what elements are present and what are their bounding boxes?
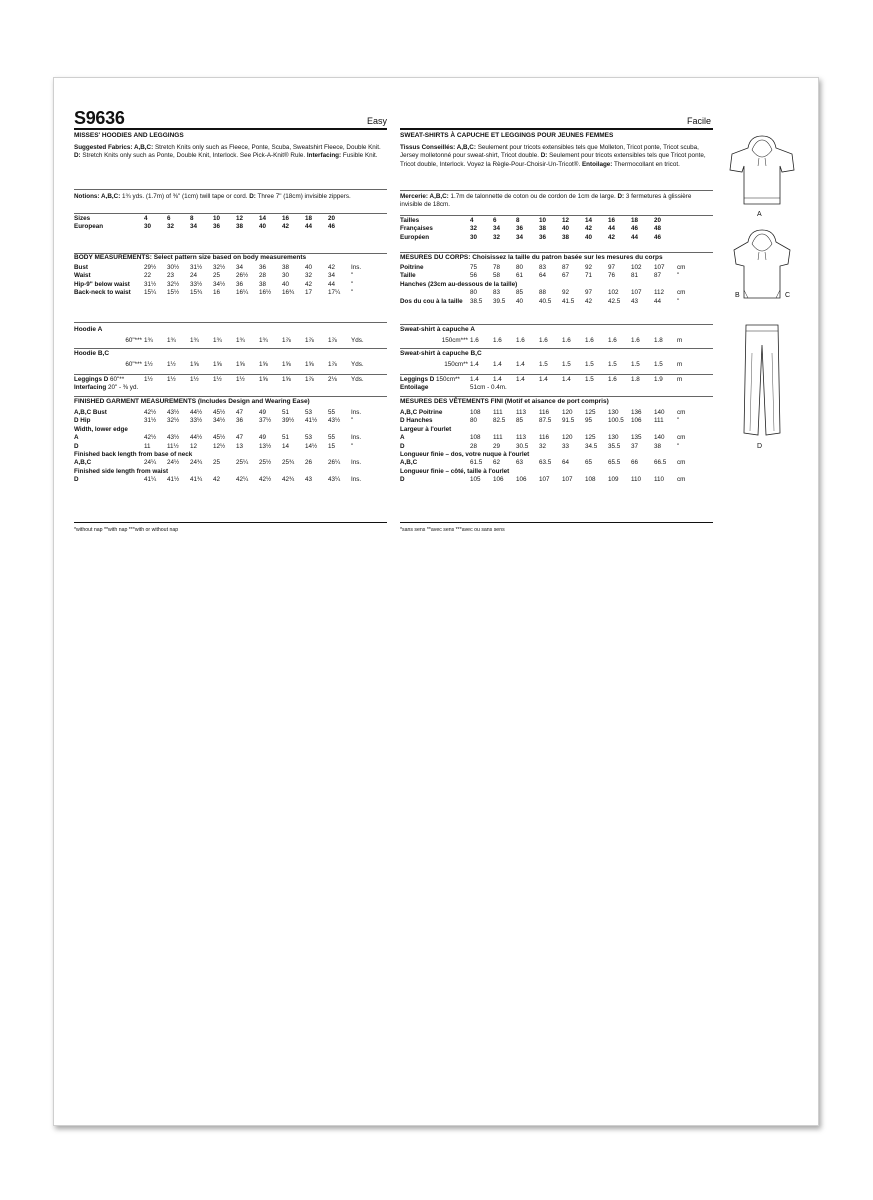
table-row: Finished side length from waist [74,467,169,475]
footnote-en: *without nap **with nap ***with or without nap [74,527,179,533]
title-fr: SWEAT-SHIRTS À CAPUCHE ET LEGGINGS POUR JEUNES FEMMES [400,132,614,139]
body-heading-fr: MESURES DU CORPS: Choisissez la taille du patron basée sur les mesures du corps [400,254,663,261]
notions-fr: Mercerie: A,B,C: 1.7m de talonnette de coton ou de cordon de 1cm de large. D: 3 fermetures à glissière invisible de 18cm. [400,193,692,209]
table-row: Waist 22 23 24 25 26½ 28 30 32 34 " [74,272,354,280]
table-row: Hip-9" below waist 31½ 32½ 33½ 34½ 36 38 40 42 44 " [74,280,354,288]
table-row: D 11 11½ 12 12½ 13 13½ 14 14½ 15 " [74,442,354,450]
divider [400,190,713,191]
difficulty-fr: Facile [687,116,712,126]
finished-table-fr [400,409,695,485]
sizes-table-en [74,215,351,232]
table-row: Back-neck to waist 15¼ 15½ 15¾ 16 16¼ 16½ 16¾ 17 17¼ " [74,289,354,297]
table-row: Entoilage 51cm - 0.4m. [400,384,507,392]
pattern-number: S9636 [74,108,125,128]
leggings-table-fr [400,376,695,393]
figure-label-c: C [785,292,791,299]
table-row: A 42½ 43½ 44½ 45½ 47 49 51 53 55 Ins. [74,434,362,442]
divider [74,396,387,397]
hoodie-a-table [74,337,369,345]
divider [400,522,713,523]
table-row: D 28 29 30.5 32 33 34.5 35.5 37 38 " [400,442,680,450]
table-row: Hanches (23cm au-dessous de la taille) [400,280,518,288]
table-row: A,B,C 24¼ 24½ 24¾ 25 25¼ 25½ 25¾ 26 26¼ Ins. [74,459,362,467]
footnote-fr: *sans sens **avec sens ***avec ou sans sens [400,527,505,533]
hoodie-bc-label: Hoodie B,C [74,350,110,357]
divider [400,215,713,216]
hoodie-bc-table [74,361,369,369]
sizes-row: Sizes 4 6 8 10 12 14 16 18 20 [74,215,336,222]
table-row: 150cm*** 1.6 1.6 1.6 1.6 1.6 1.6 1.6 1.6 1.8 m [441,337,683,344]
fabrics-fr: Tissus Conseillés: A,B,C: Seulement pour tricots extensibles tels que Molleton, Tricot ponte, Tricot scuba, Jersey molletonné pour sweat-shirt, Tricot double. D: Seulement pour tricots extensibles tels que Tricot ponte, Tricot double, Interlock. Voyez la Règle-Pour-Choisir-Un-Tricot®. Entoilage: Thermocollant en tricot. [400,144,706,168]
table-row: 150cm** 1.4 1.4 1.4 1.5 1.5 1.5 1.5 1.5 1.5 m [444,361,683,368]
body-table-en [74,264,369,298]
table-row: D Hanches 80 82.5 85 87.5 91.5 95 100.5 106 111 " [400,417,680,425]
divider [74,522,387,523]
divider [400,252,713,253]
table-row: Tailles 4 6 8 10 12 14 16 18 20 [400,217,662,224]
difficulty-en: Easy [367,116,388,126]
divider [74,322,387,323]
table-row: 60"*** 1½ 1½ 1⅝ 1⅝ 1⅝ 1⅝ 1⅝ 1⅝ 1⅞ Yds. [125,361,364,368]
body-table-fr [400,264,695,306]
table-row: A,B,C Poitrine 108 111 113 116 120 125 130 136 140 cm [400,409,686,416]
table-row: Largeur à l'ourlet [400,425,452,433]
divider [400,396,713,397]
figure-label-b: B [735,292,740,299]
table-row: D 41¼ 41½ 41¾ 42 42¼ 42½ 42¾ 43 43¼ Ins. [74,476,362,484]
table-row: A,B,C Bust 42½ 43½ 44½ 45½ 47 49 51 53 55 Ins. [74,409,362,416]
table-row: Longueur finie – dos, votre nuque à l'ourlet [400,451,530,459]
body-heading-en: BODY MEASUREMENTS: Select pattern size based on body measurements [74,254,307,261]
table-row: Dos du cou à la taille 38.5 39.5 40 40.5 41.5 42 42.5 43 44 " [400,297,680,305]
finished-heading-en: FINISHED GARMENT MEASUREMENTS (Includes Design and Wearing Ease) [74,398,310,405]
sweat-a-table [400,337,695,345]
table-row: Françaises 32 34 36 38 40 42 44 46 48 [400,225,662,233]
table-row: 60"*** 1¾ 1¾ 1¾ 1¾ 1¾ 1¾ 1⅞ 1⅞ 1⅞ Yds. [125,337,364,344]
header-rule-en [74,128,387,130]
table-row: Poitrine 75 78 80 83 87 92 97 102 107 cm [400,264,686,271]
divider [74,374,387,375]
table-row: Longueur finie – côté, taille à l'ourlet [400,467,510,475]
table-row: D 105 106 106 107 107 108 109 110 110 cm [400,476,686,484]
sweat-a-heading: Sweat-shirt à capuche A [400,326,475,333]
sizes-table-fr [400,217,677,242]
table-row: A,B,C 61.5 62 63 63.5 64 65 65.5 66 66.5 cm [400,459,686,467]
divider [400,374,713,375]
figure-label-d: D [757,443,763,450]
divider [400,324,713,325]
table-row: Leggings D 150cm** 1.4 1.4 1.4 1.4 1.4 1.5 1.6 1.8 1.9 m [400,376,683,383]
divider [400,348,713,349]
title-en: MISSES' HOODIES AND LEGGINGS [74,132,184,139]
sweat-bc-table [400,361,695,369]
european-row: European 30 32 34 36 38 40 42 44 46 [74,223,336,231]
table-row: Européen 30 32 34 36 38 40 42 44 46 [400,233,662,241]
table-row: D Hip 31½ 32½ 33½ 34½ 36 37½ 39½ 41½ 43½ " [74,417,354,425]
header-rule-fr [400,128,713,130]
table-row: A 108 111 113 116 120 125 130 135 140 cm [400,434,686,442]
table-row: 80 83 85 88 92 97 102 107 112 cm [470,289,686,297]
sweat-bc-heading: Sweat-shirt à capuche B,C [400,350,482,357]
notions-en: Notions: A,B,C: 1¾ yds. (1.7m) of ⅜" (1cm) twill tape or cord. D: Three 7" (18cm) invisible zippers. [74,193,351,200]
hoodie-a-illustration [726,134,798,209]
figure-label-a: A [757,211,762,218]
table-row: Bust 29½ 30½ 31½ 32½ 34 36 38 40 42 Ins. [74,264,362,271]
divider [74,213,387,214]
divider [74,189,387,190]
table-row: Taille 56 58 61 64 67 71 76 81 87 " [400,272,680,280]
hoodie-a-label: Hoodie A [74,326,103,333]
table-row: Width, lower edge [74,425,128,433]
leggings-table-en [74,376,369,393]
pattern-envelope-back [53,77,819,1126]
table-row: Leggings D 60"** 1½ 1½ 1½ 1½ 1½ 1⅝ 1⅝ 1⅞ 2⅛ Yds. [74,376,364,383]
divider [74,348,387,349]
fabrics-en: Suggested Fabrics: A,B,C: Stretch Knits only such as Fleece, Ponte, Scuba, Sweatshirt Fleece, Double Knit. D: Stretch Knits only such as Ponte, Double Knit, Interlock. See Pick-A-Knit® Rule. Interfacing: Fusible Knit. [74,144,381,160]
leggings-d-illustration [740,323,784,441]
finished-heading-fr: MESURES DES VÊTEMENTS FINI (Motif et aisance de port compris) [400,398,609,405]
table-row: Finished back length from base of neck [74,451,193,459]
finished-table-en [74,409,369,485]
table-row: Interfacing 20" - ⅜ yd. [74,384,139,392]
